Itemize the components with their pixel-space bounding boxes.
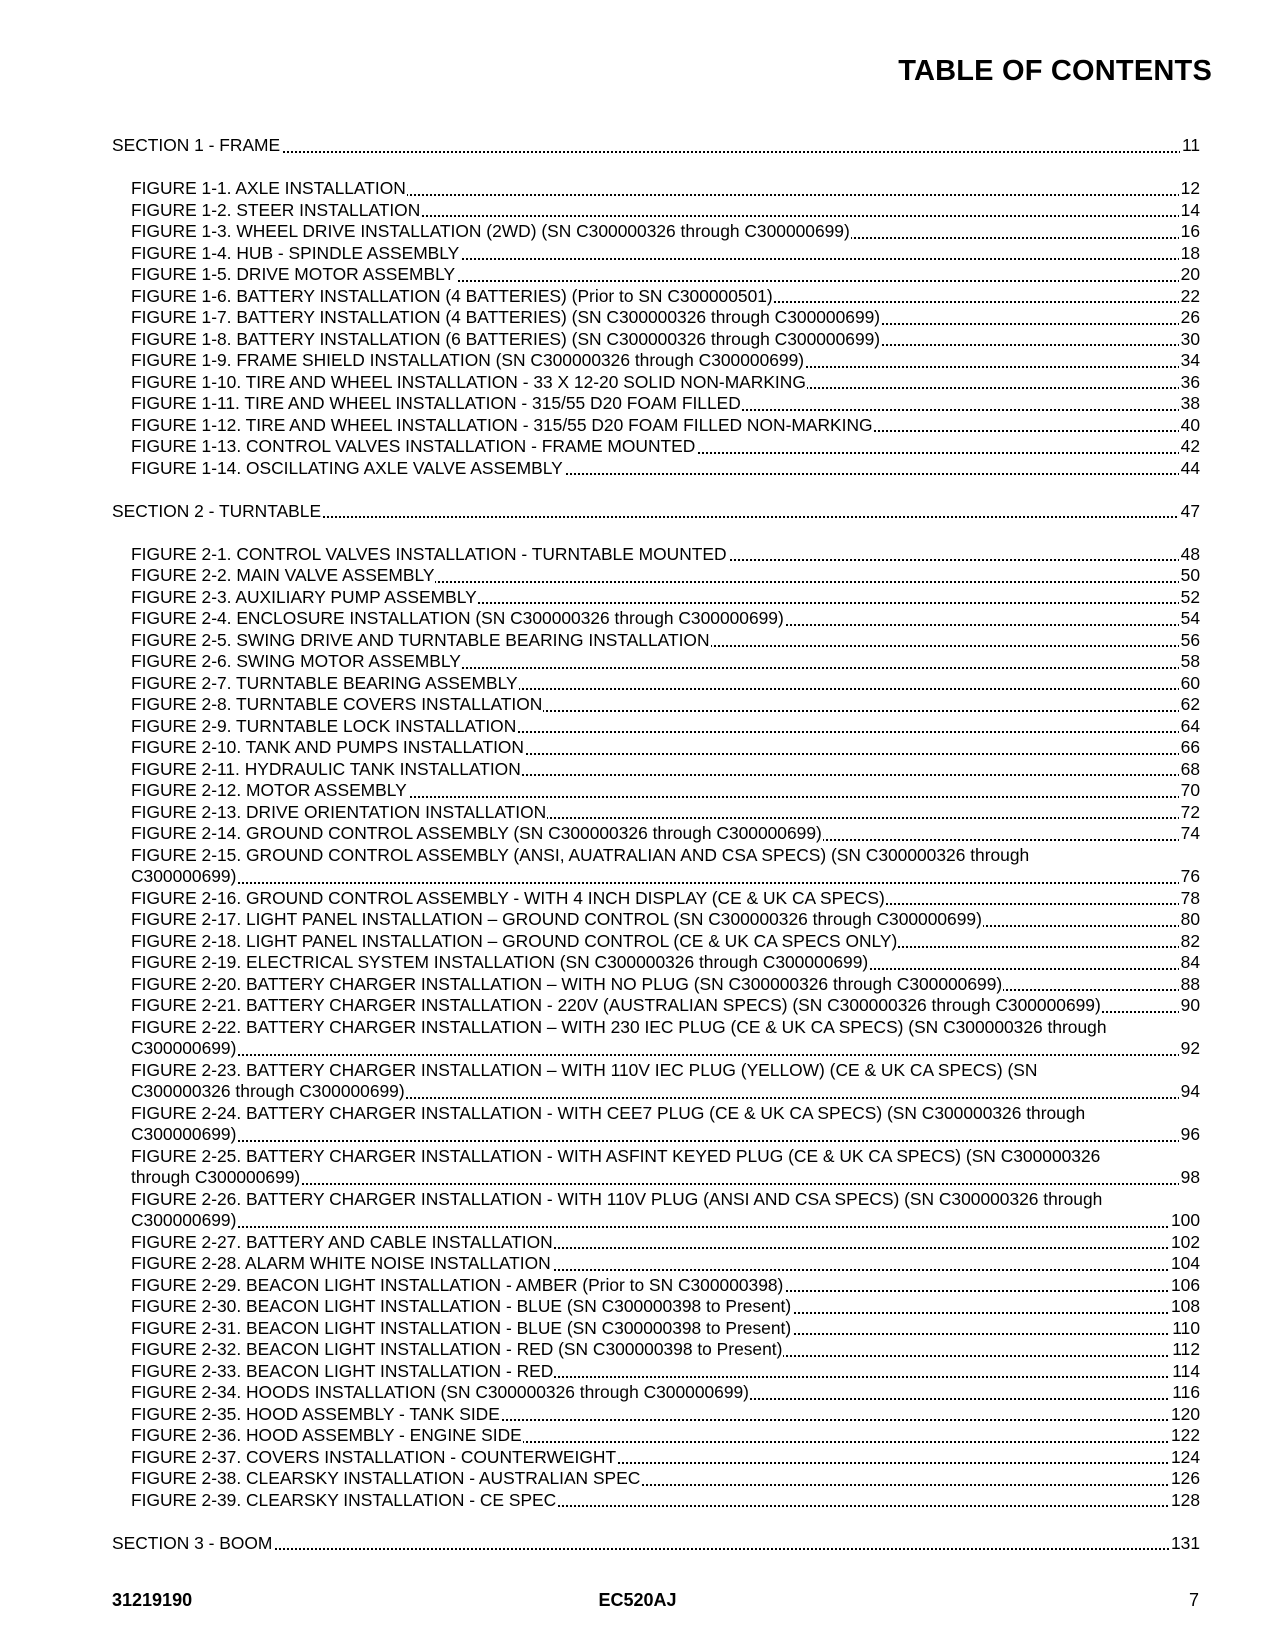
toc-figure-title: FIGURE 2-37. COVERS INSTALLATION - COUNTERWEIGHT xyxy=(131,1446,617,1467)
toc-figure-title: C300000699) xyxy=(131,866,237,886)
toc-figure-title: FIGURE 2-15. GROUND CONTROL ASSEMBLY (ANSI, AUATRALIAN AND CSA SPECS) (SN C300000326 through xyxy=(131,844,1030,865)
toc-figure-entry[interactable] xyxy=(112,673,1200,695)
toc-page-number: 16 xyxy=(1180,221,1200,241)
toc-page-number: 112 xyxy=(1172,1339,1200,1359)
toc-figure-entry[interactable] xyxy=(112,780,1200,802)
toc-figure-title: FIGURE 1-2. STEER INSTALLATION xyxy=(131,199,421,220)
toc-figure-entry[interactable] xyxy=(112,1060,1200,1082)
toc-figure-title: FIGURE 1-5. DRIVE MOTOR ASSEMBLY xyxy=(131,264,456,284)
toc-page-number: 96 xyxy=(1180,1124,1200,1144)
toc-page-number: 18 xyxy=(1180,242,1200,263)
toc-section-title: SECTION 2 - TURNTABLE xyxy=(112,500,322,521)
toc-page-number: 92 xyxy=(1180,1038,1200,1058)
toc-page-number: 12 xyxy=(1180,178,1200,198)
toc-figure-entry[interactable] xyxy=(112,737,1200,759)
toc-figure-entry-continued[interactable] xyxy=(112,1124,1200,1146)
toc-figure-title: C300000699) xyxy=(131,1038,237,1058)
toc-figure-title: FIGURE 2-14. GROUND CONTROL ASSEMBLY (SN C300000326 through C300000699) xyxy=(131,823,822,843)
toc-figure-title: FIGURE 2-5. SWING DRIVE AND TURNTABLE BEARING INSTALLATION xyxy=(131,629,710,650)
toc-page-number: 74 xyxy=(1180,823,1200,843)
toc-figure-title: C300000326 through C300000699) xyxy=(131,1081,405,1101)
toc-figure-title: FIGURE 2-13. DRIVE ORIENTATION INSTALLATION xyxy=(131,801,547,822)
toc-page-number: 38 xyxy=(1180,393,1200,413)
toc-figure-entry[interactable] xyxy=(112,1404,1200,1426)
toc-figure-title: FIGURE 2-27. BATTERY AND CABLE INSTALLATION xyxy=(131,1231,553,1252)
toc-figure-title: FIGURE 2-38. CLEARSKY INSTALLATION - AUSTRALIAN SPEC xyxy=(131,1468,641,1488)
toc-page-number: 114 xyxy=(1172,1360,1200,1381)
toc-page-number: 76 xyxy=(1180,866,1200,886)
toc-figure-entry[interactable] xyxy=(112,909,1200,931)
toc-figure-title: FIGURE 2-34. HOODS INSTALLATION (SN C300000326 through C300000699) xyxy=(131,1382,749,1402)
toc-figure-entry-continued[interactable] xyxy=(112,1081,1200,1103)
toc-figure-entry[interactable] xyxy=(112,1318,1200,1340)
toc-figure-entry[interactable] xyxy=(112,1253,1200,1275)
toc-figure-title: FIGURE 2-17. LIGHT PANEL INSTALLATION – GROUND CONTROL (SN C300000326 through C300000699) xyxy=(131,909,982,929)
table-of-contents xyxy=(112,135,1200,1554)
toc-page-number: 116 xyxy=(1172,1382,1200,1402)
toc-page-number: 66 xyxy=(1180,737,1200,757)
toc-page-number: 20 xyxy=(1180,264,1200,284)
toc-page-number: 98 xyxy=(1180,1167,1200,1187)
toc-page-number: 11 xyxy=(1181,135,1200,155)
toc-figure-title: FIGURE 2-32. BEACON LIGHT INSTALLATION - RED (SN C300000398 to Present) xyxy=(131,1339,783,1359)
toc-page-number: 126 xyxy=(1170,1468,1200,1488)
toc-figure-title: through C300000699) xyxy=(131,1167,301,1187)
toc-section-entry[interactable] xyxy=(112,1533,1200,1555)
toc-page-number: 14 xyxy=(1180,199,1200,220)
toc-figure-title: FIGURE 2-4. ENCLOSURE INSTALLATION (SN C300000326 through C300000699) xyxy=(131,608,784,628)
toc-figure-title: FIGURE 2-31. BEACON LIGHT INSTALLATION - BLUE (SN C300000398 to Present) xyxy=(131,1317,792,1338)
toc-figure-title: FIGURE 1-8. BATTERY INSTALLATION (6 BATTERIES) (SN C300000326 through C300000699) xyxy=(131,328,881,349)
toc-page-number: 52 xyxy=(1180,586,1200,607)
toc-figure-entry[interactable] xyxy=(112,178,1200,200)
toc-figure-title: FIGURE 1-9. FRAME SHIELD INSTALLATION (SN C300000326 through C300000699) xyxy=(131,350,805,370)
toc-figure-title: FIGURE 2-25. BATTERY CHARGER INSTALLATION - WITH ASFINT KEYED PLUG (CE & UK CA SPECS) (SN C300000326 xyxy=(131,1145,1101,1166)
toc-figure-entry[interactable] xyxy=(112,1296,1200,1318)
toc-page-number: 122 xyxy=(1170,1425,1200,1445)
toc-figure-entry[interactable] xyxy=(112,1490,1200,1512)
toc-page-number: 47 xyxy=(1180,500,1200,521)
toc-figure-title: FIGURE 1-1. AXLE INSTALLATION xyxy=(131,178,406,198)
toc-figure-title: FIGURE 2-22. BATTERY CHARGER INSTALLATION – WITH 230 IEC PLUG (CE & UK CA SPECS) (SN C300000326 through xyxy=(131,1016,1107,1037)
toc-page-number: 54 xyxy=(1180,608,1200,628)
toc-page-number: 40 xyxy=(1180,414,1200,435)
toc-figure-title: FIGURE 2-10. TANK AND PUMPS INSTALLATION xyxy=(131,737,524,757)
toc-figure-title: FIGURE 2-3. AUXILIARY PUMP ASSEMBLY xyxy=(131,586,477,607)
toc-figure-title: FIGURE 2-11. HYDRAULIC TANK INSTALLATION xyxy=(131,758,521,779)
toc-page-number: 82 xyxy=(1180,930,1200,951)
toc-page-number: 34 xyxy=(1180,350,1200,370)
toc-figure-entry[interactable] xyxy=(112,286,1200,308)
toc-figure-entry[interactable] xyxy=(112,587,1200,609)
toc-figure-title: FIGURE 2-9. TURNTABLE LOCK INSTALLATION xyxy=(131,715,517,736)
toc-figure-title: C300000699) xyxy=(131,1210,237,1230)
toc-page-number: 22 xyxy=(1180,285,1200,306)
toc-figure-entry[interactable] xyxy=(112,651,1200,673)
toc-page-number: 64 xyxy=(1180,715,1200,736)
toc-figure-title: FIGURE 1-13. CONTROL VALVES INSTALLATION - FRAME MOUNTED xyxy=(131,436,696,456)
toc-figure-entry[interactable] xyxy=(112,1447,1200,1469)
toc-page-number: 110 xyxy=(1172,1317,1200,1338)
toc-figure-entry[interactable] xyxy=(112,1146,1200,1168)
toc-figure-entry[interactable] xyxy=(112,1103,1200,1125)
toc-page-number: 88 xyxy=(1180,973,1200,994)
toc-figure-entry[interactable] xyxy=(112,1468,1200,1490)
footer-doc-number: 31219190 xyxy=(112,1590,193,1610)
toc-figure-entry-continued[interactable] xyxy=(112,1038,1200,1060)
toc-figure-entry[interactable] xyxy=(112,1189,1200,1211)
toc-page-number: 30 xyxy=(1180,328,1200,349)
toc-page-number: 94 xyxy=(1180,1081,1200,1101)
toc-page-number: 44 xyxy=(1180,457,1200,478)
toc-figure-entry[interactable] xyxy=(112,1382,1200,1404)
toc-page-number: 68 xyxy=(1180,758,1200,779)
toc-figure-entry[interactable] xyxy=(112,608,1200,630)
toc-figure-title: FIGURE 2-8. TURNTABLE COVERS INSTALLATION xyxy=(131,694,543,714)
toc-page-number: 90 xyxy=(1180,995,1200,1015)
toc-figure-title: FIGURE 2-12. MOTOR ASSEMBLY xyxy=(131,780,407,800)
toc-figure-entry[interactable] xyxy=(112,694,1200,716)
toc-figure-entry[interactable] xyxy=(112,995,1200,1017)
toc-page-number: 42 xyxy=(1180,436,1200,456)
toc-figure-entry[interactable] xyxy=(112,1017,1200,1039)
toc-section-title: SECTION 3 - BOOM xyxy=(112,1532,273,1553)
toc-figure-entry[interactable] xyxy=(112,415,1200,437)
dot-leader xyxy=(131,882,1200,884)
toc-page-number: 104 xyxy=(1170,1253,1200,1273)
toc-figure-title: FIGURE 2-7. TURNTABLE BEARING ASSEMBLY xyxy=(131,672,518,693)
toc-page-number: 58 xyxy=(1180,651,1200,671)
page-title: TABLE OF CONTENTS xyxy=(898,55,1212,87)
toc-figure-entry[interactable] xyxy=(112,1361,1200,1383)
toc-figure-title: FIGURE 2-26. BATTERY CHARGER INSTALLATION - WITH 110V PLUG (ANSI AND CSA SPECS) (SN C300000326 through xyxy=(131,1188,1103,1209)
toc-figure-entry[interactable] xyxy=(112,1275,1200,1297)
toc-figure-title: FIGURE 2-16. GROUND CONTROL ASSEMBLY - WITH 4 INCH DISPLAY (CE & UK CA SPECS) xyxy=(131,887,885,908)
toc-page-number: 62 xyxy=(1180,694,1200,714)
toc-figure-title: C300000699) xyxy=(131,1124,237,1144)
dot-leader xyxy=(131,1054,1200,1056)
dot-leader xyxy=(131,1140,1200,1142)
toc-figure-entry[interactable] xyxy=(112,221,1200,243)
toc-page-number: 50 xyxy=(1180,565,1200,585)
toc-figure-entry[interactable] xyxy=(112,888,1200,910)
toc-figure-title: FIGURE 1-14. OSCILLATING AXLE VALVE ASSEMBLY xyxy=(131,457,563,478)
toc-figure-title: FIGURE 2-35. HOOD ASSEMBLY - TANK SIDE xyxy=(131,1403,500,1424)
toc-figure-entry[interactable] xyxy=(112,329,1200,351)
dot-leader xyxy=(112,1548,1200,1550)
toc-figure-entry[interactable] xyxy=(112,436,1200,458)
toc-figure-title: FIGURE 2-24. BATTERY CHARGER INSTALLATION - WITH CEE7 PLUG (CE & UK CA SPECS) (SN C300000326 through xyxy=(131,1102,1086,1123)
toc-page-number: 120 xyxy=(1170,1403,1200,1424)
toc-page-number: 106 xyxy=(1170,1274,1200,1295)
toc-figure-entry[interactable] xyxy=(112,1339,1200,1361)
dot-leader xyxy=(131,1226,1200,1228)
toc-figure-title: FIGURE 2-20. BATTERY CHARGER INSTALLATION – WITH NO PLUG (SN C300000326 through C300000699) xyxy=(131,973,1003,994)
toc-figure-title: FIGURE 2-33. BEACON LIGHT INSTALLATION - RED xyxy=(131,1360,554,1381)
toc-figure-entry[interactable] xyxy=(112,931,1200,953)
toc-figure-title: FIGURE 2-21. BATTERY CHARGER INSTALLATION - 220V (AUSTRALIAN SPECS) (SN C300000326 through C300000699) xyxy=(131,995,1101,1015)
toc-figure-title: FIGURE 2-6. SWING MOTOR ASSEMBLY xyxy=(131,651,461,671)
toc-figure-title: FIGURE 2-18. LIGHT PANEL INSTALLATION – GROUND CONTROL (CE & UK CA SPECS ONLY) xyxy=(131,930,898,951)
toc-figure-entry[interactable] xyxy=(112,845,1200,867)
toc-figure-entry[interactable] xyxy=(112,458,1200,480)
toc-section-title: SECTION 1 - FRAME xyxy=(112,135,281,155)
toc-figure-entry[interactable] xyxy=(112,393,1200,415)
toc-page-number: 108 xyxy=(1170,1296,1200,1316)
toc-figure-entry[interactable] xyxy=(112,759,1200,781)
toc-figure-title: FIGURE 1-11. TIRE AND WHEEL INSTALLATION - 315/55 D20 FOAM FILLED xyxy=(131,393,741,413)
toc-page-number: 100 xyxy=(1170,1210,1200,1230)
toc-figure-title: FIGURE 2-29. BEACON LIGHT INSTALLATION - AMBER (Prior to SN C300000398) xyxy=(131,1274,784,1295)
toc-figure-title: FIGURE 1-3. WHEEL DRIVE INSTALLATION (2WD) (SN C300000326 through C300000699) xyxy=(131,221,850,241)
toc-figure-entry[interactable] xyxy=(112,243,1200,265)
toc-figure-title: FIGURE 1-6. BATTERY INSTALLATION (4 BATTERIES) (Prior to SN C300000501) xyxy=(131,285,773,306)
toc-page-number: 60 xyxy=(1180,672,1200,693)
toc-page-number: 131 xyxy=(1170,1532,1200,1553)
toc-figure-title: FIGURE 2-1. CONTROL VALVES INSTALLATION - TURNTABLE MOUNTED xyxy=(131,543,727,564)
toc-figure-entry-continued[interactable] xyxy=(112,1167,1200,1189)
toc-figure-entry[interactable] xyxy=(112,565,1200,587)
toc-figure-entry[interactable] xyxy=(112,630,1200,652)
toc-figure-title: FIGURE 2-30. BEACON LIGHT INSTALLATION - BLUE (SN C300000398 to Present) xyxy=(131,1296,792,1316)
toc-figure-entry[interactable] xyxy=(112,952,1200,974)
toc-page-number: 78 xyxy=(1180,887,1200,908)
toc-figure-title: FIGURE 2-36. HOOD ASSEMBLY - ENGINE SIDE xyxy=(131,1425,522,1445)
toc-figure-entry[interactable] xyxy=(112,802,1200,824)
toc-figure-entry[interactable] xyxy=(112,1232,1200,1254)
toc-figure-entry[interactable] xyxy=(112,974,1200,996)
toc-figure-entry[interactable] xyxy=(112,1425,1200,1447)
toc-figure-title: FIGURE 2-19. ELECTRICAL SYSTEM INSTALLATION (SN C300000326 through C300000699) xyxy=(131,952,869,972)
footer-model: EC520AJ xyxy=(598,1590,677,1610)
toc-figure-entry-continued[interactable] xyxy=(112,866,1200,888)
toc-figure-entry[interactable] xyxy=(112,823,1200,845)
toc-figure-entry-continued[interactable] xyxy=(112,1210,1200,1232)
toc-figure-title: FIGURE 2-39. CLEARSKY INSTALLATION - CE SPEC xyxy=(131,1489,557,1510)
toc-figure-entry[interactable] xyxy=(112,307,1200,329)
toc-page-number: 80 xyxy=(1180,909,1200,929)
toc-page-number: 128 xyxy=(1170,1489,1200,1510)
toc-figure-entry[interactable] xyxy=(112,264,1200,286)
toc-section-entry[interactable] xyxy=(112,135,1200,157)
toc-page-number: 84 xyxy=(1180,952,1200,972)
toc-figure-entry[interactable] xyxy=(112,716,1200,738)
toc-figure-entry[interactable] xyxy=(112,350,1200,372)
toc-section-entry[interactable] xyxy=(112,501,1200,523)
toc-page-number: 56 xyxy=(1180,629,1200,650)
toc-page-number: 26 xyxy=(1180,307,1200,327)
toc-figure-title: FIGURE 1-7. BATTERY INSTALLATION (4 BATTERIES) (SN C300000326 through C300000699) xyxy=(131,307,881,327)
toc-page-number: 72 xyxy=(1180,801,1200,822)
toc-figure-title: FIGURE 2-2. MAIN VALVE ASSEMBLY xyxy=(131,565,435,585)
toc-figure-title: FIGURE 2-28. ALARM WHITE NOISE INSTALLATION xyxy=(131,1253,551,1273)
footer-page-number: 7 xyxy=(1188,1590,1199,1610)
toc-page-number: 36 xyxy=(1180,371,1200,392)
toc-page-number: 124 xyxy=(1170,1446,1200,1467)
toc-figure-title: FIGURE 1-12. TIRE AND WHEEL INSTALLATION - 315/55 D20 FOAM FILLED NON-MARKING xyxy=(131,414,873,435)
toc-page-number: 102 xyxy=(1170,1231,1200,1252)
toc-figure-entry[interactable] xyxy=(112,372,1200,394)
toc-page-number: 70 xyxy=(1180,780,1200,800)
toc-figure-entry[interactable] xyxy=(112,544,1200,566)
toc-figure-title: FIGURE 1-10. TIRE AND WHEEL INSTALLATION - 33 X 12-20 SOLID NON-MARKING xyxy=(131,371,806,392)
toc-figure-title: FIGURE 2-23. BATTERY CHARGER INSTALLATION – WITH 110V IEC PLUG (YELLOW) (CE & UK CA SPECS) (SN xyxy=(131,1059,1038,1080)
toc-figure-entry[interactable] xyxy=(112,200,1200,222)
toc-page-number: 48 xyxy=(1180,543,1200,564)
toc-figure-title: FIGURE 1-4. HUB - SPINDLE ASSEMBLY xyxy=(131,242,460,263)
